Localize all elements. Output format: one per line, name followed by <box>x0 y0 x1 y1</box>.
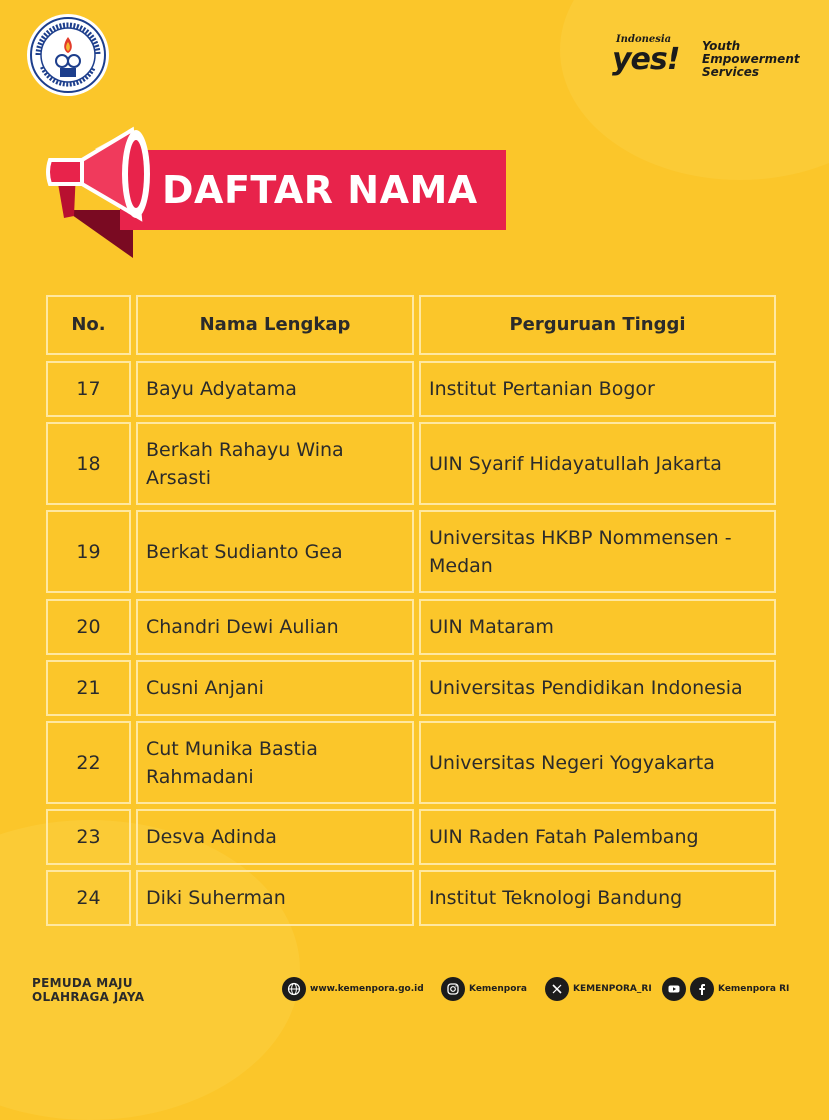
row-university: UIN Mataram <box>419 599 776 655</box>
row-number: 18 <box>46 422 131 505</box>
ministry-logo <box>26 13 110 97</box>
header-university: Perguruan Tinggi <box>419 295 776 355</box>
row-number: 21 <box>46 660 131 716</box>
row-university: Institut Teknologi Bandung <box>419 870 776 926</box>
footer-slogan: PEMUDA MAJU OLAHRAGA JAYA <box>32 976 145 1004</box>
brand-big-text: yes! <box>612 42 680 77</box>
header-full-name: Nama Lengkap <box>136 295 414 355</box>
background-blob <box>0 820 300 1120</box>
instagram-link[interactable]: Kemenpora <box>441 977 527 1001</box>
row-university: UIN Syarif Hidayatullah Jakarta <box>419 422 776 505</box>
row-university: Institut Pertanian Bogor <box>419 361 776 417</box>
row-name: Cusni Anjani <box>136 660 414 716</box>
header-no: No. <box>46 295 131 355</box>
row-number: 23 <box>46 809 131 865</box>
row-name: Cut Munika Bastia Rahmadani <box>136 721 414 804</box>
facebook-icon <box>690 977 714 1001</box>
instagram-icon <box>441 977 465 1001</box>
row-number: 17 <box>46 361 131 417</box>
row-name: Diki Suherman <box>136 870 414 926</box>
row-number: 19 <box>46 510 131 593</box>
row-name: Berkah Rahayu Wina Arsasti <box>136 422 414 505</box>
row-number: 22 <box>46 721 131 804</box>
row-name: Chandri Dewi Aulian <box>136 599 414 655</box>
row-university: Universitas Negeri Yogyakarta <box>419 721 776 804</box>
x-twitter-icon <box>545 977 569 1001</box>
website-link[interactable]: www.kemenpora.go.id <box>282 977 424 1001</box>
youtube-icon <box>662 977 686 1001</box>
row-number: 24 <box>46 870 131 926</box>
background-blob <box>560 0 829 180</box>
globe-icon <box>282 977 306 1001</box>
row-name: Desva Adinda <box>136 809 414 865</box>
row-number: 20 <box>46 599 131 655</box>
youtube-facebook-link[interactable]: Kemenpora RI <box>662 977 789 1001</box>
row-university: Universitas HKBP Nommensen - Medan <box>419 510 776 593</box>
indonesia-yes-logo <box>612 34 692 82</box>
row-name: Berkat Sudianto Gea <box>136 510 414 593</box>
page-title: DAFTAR NAMA <box>162 168 478 212</box>
row-university: UIN Raden Fatah Palembang <box>419 809 776 865</box>
brand-subtitle: Youth Empowerment Services <box>702 39 800 79</box>
brand-small-text: Indonesia <box>616 34 672 45</box>
row-name: Bayu Adyatama <box>136 361 414 417</box>
row-university: Universitas Pendidikan Indonesia <box>419 660 776 716</box>
x-link[interactable]: KEMENPORA_RI <box>545 977 652 1001</box>
